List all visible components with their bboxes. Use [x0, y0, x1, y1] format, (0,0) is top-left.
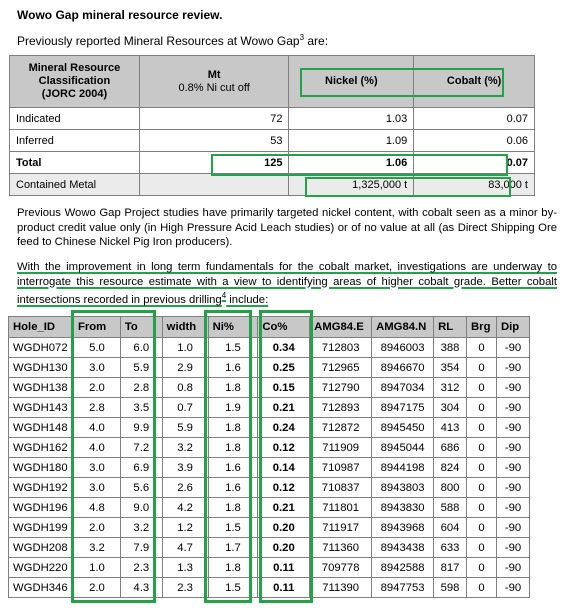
- cell-from: 2.0: [73, 578, 120, 598]
- cell-mt: [139, 174, 289, 196]
- cell-dip: -90: [496, 558, 529, 578]
- drill-header-from: From: [73, 317, 120, 338]
- cell-nickel: 1,325,000 t: [289, 174, 414, 196]
- cell-dip: -90: [496, 378, 529, 398]
- cell-brg: 0: [467, 398, 497, 418]
- cell-co: 0.25: [258, 358, 310, 378]
- cell-hole-id: WGDH180: [9, 458, 74, 478]
- cell-to: 2.8: [120, 378, 162, 398]
- cell-amg84-n: 8943438: [372, 538, 434, 558]
- cell-amg84-e: 711801: [310, 498, 372, 518]
- cell-width: 2.6: [162, 478, 208, 498]
- cell-width: 0.7: [162, 398, 208, 418]
- cell-hole-id: WGDH130: [9, 358, 74, 378]
- cell-rl: 604: [434, 518, 467, 538]
- cell-brg: 0: [467, 578, 497, 598]
- cell-hole-id: WGDH148: [9, 418, 74, 438]
- paragraph-cobalt-investigation: With the improvement in long term fundamentals for the cobalt market, investigations are underway to interrogate this resource estimate with a view to identifying areas of higher cobalt grade. Better cobalt intersections recorded in previous drilling$^4$ include:: [17, 261, 557, 306]
- cell-co: 0.12: [258, 438, 310, 458]
- cell-hole-id: WGDH199: [9, 518, 74, 538]
- cell-width: 5.9: [162, 418, 208, 438]
- cell-hole-id: WGDH196: [9, 498, 74, 518]
- cell-ni: 1.5: [208, 578, 258, 598]
- cell-amg84-e: 711390: [310, 578, 372, 598]
- cell-to: 2.3: [120, 558, 162, 578]
- cell-ni: 1.6: [208, 478, 258, 498]
- cell-dip: -90: [496, 518, 529, 538]
- document-title: Wowo Gap mineral resource review.: [17, 8, 223, 22]
- cell-nickel: 1.09: [289, 130, 414, 152]
- row-label: Contained Metal: [10, 174, 140, 196]
- cell-rl: 304: [434, 398, 467, 418]
- cell-amg84-n: 8947175: [372, 398, 434, 418]
- row-label: Inferred: [10, 130, 140, 152]
- drill-header-to: To: [120, 317, 162, 338]
- cell-mt: 53: [139, 130, 289, 152]
- cell-amg84-e: 711917: [310, 518, 372, 538]
- cell-from: 4.8: [73, 498, 120, 518]
- cell-dip: -90: [496, 418, 529, 438]
- cell-ni: 1.7: [208, 538, 258, 558]
- cell-ni: 1.8: [208, 418, 258, 438]
- cell-co: 0.34: [258, 338, 310, 358]
- cell-rl: 817: [434, 558, 467, 578]
- cell-width: 4.7: [162, 538, 208, 558]
- cell-from: 3.0: [73, 458, 120, 478]
- cell-cobalt: 0.06: [414, 130, 535, 152]
- cell-brg: 0: [467, 378, 497, 398]
- cell-dip: -90: [496, 538, 529, 558]
- cell-amg84-e: 709778: [310, 558, 372, 578]
- cell-brg: 0: [467, 338, 497, 358]
- cell-hole-id: WGDH346: [9, 578, 74, 598]
- cell-from: 5.0: [73, 338, 120, 358]
- cell-amg84-n: 8942588: [372, 558, 434, 578]
- cell-from: 2.0: [73, 378, 120, 398]
- cell-dip: -90: [496, 358, 529, 378]
- highlight-box-total-row: [211, 154, 508, 176]
- cell-width: 2.3: [162, 578, 208, 598]
- cell-dip: -90: [496, 398, 529, 418]
- cell-amg84-n: 8943803: [372, 478, 434, 498]
- cell-cobalt: 83,000 t: [414, 174, 535, 196]
- cell-ni: 1.6: [208, 358, 258, 378]
- cell-amg84-n: 8945450: [372, 418, 434, 438]
- cell-amg84-e: 711909: [310, 438, 372, 458]
- cell-brg: 0: [467, 438, 497, 458]
- cell-rl: 598: [434, 578, 467, 598]
- cell-dip: -90: [496, 438, 529, 458]
- drill-header-rl: RL: [434, 317, 467, 338]
- cell-nickel: 1.06: [289, 152, 414, 174]
- cell-width: 1.2: [162, 518, 208, 538]
- cell-dip: -90: [496, 458, 529, 478]
- cell-amg84-n: 8946670: [372, 358, 434, 378]
- cell-amg84-n: 8947753: [372, 578, 434, 598]
- row-label: Indicated: [10, 108, 140, 130]
- cell-brg: 0: [467, 478, 497, 498]
- cell-width: 2.9: [162, 358, 208, 378]
- drill-header-width: width: [162, 317, 208, 338]
- cell-co: 0.11: [258, 558, 310, 578]
- cell-from: 2.8: [73, 398, 120, 418]
- cell-hole-id: WGDH192: [9, 478, 74, 498]
- cell-amg84-e: 712893: [310, 398, 372, 418]
- cell-to: 4.3: [120, 578, 162, 598]
- cell-rl: 388: [434, 338, 467, 358]
- cell-amg84-n: 8943830: [372, 498, 434, 518]
- cell-ni: 1.5: [208, 338, 258, 358]
- cell-rl: 633: [434, 538, 467, 558]
- cell-co: 0.20: [258, 518, 310, 538]
- cell-to: 3.2: [120, 518, 162, 538]
- row-label: Total: [10, 152, 140, 174]
- cell-from: 4.0: [73, 438, 120, 458]
- cell-width: 4.2: [162, 498, 208, 518]
- cell-to: 5.9: [120, 358, 162, 378]
- cell-dip: -90: [496, 338, 529, 358]
- cell-to: 9.9: [120, 418, 162, 438]
- cell-from: 4.0: [73, 418, 120, 438]
- cell-cobalt: 0.07: [414, 108, 535, 130]
- cell-width: 3.2: [162, 438, 208, 458]
- cell-brg: 0: [467, 458, 497, 478]
- cell-rl: 312: [434, 378, 467, 398]
- cell-width: 1.3: [162, 558, 208, 578]
- cell-ni: 1.8: [208, 378, 258, 398]
- cell-rl: 800: [434, 478, 467, 498]
- table-row: [10, 130, 535, 152]
- cell-hole-id: WGDH138: [9, 378, 74, 398]
- drill-header-co: Co%: [258, 317, 310, 338]
- highlight-box-co: [259, 310, 313, 603]
- cell-width: 1.0: [162, 338, 208, 358]
- cell-co: 0.20: [258, 538, 310, 558]
- cell-rl: 413: [434, 418, 467, 438]
- cell-brg: 0: [467, 558, 497, 578]
- cell-amg84-n: 8946003: [372, 338, 434, 358]
- cell-ni: 1.8: [208, 558, 258, 578]
- header-nickel: Nickel (%): [289, 56, 414, 108]
- cell-co: 0.21: [258, 498, 310, 518]
- cell-ni: 1.6: [208, 458, 258, 478]
- cell-ni: 1.8: [208, 498, 258, 518]
- drill-header-amg84-e: AMG84.E: [310, 317, 372, 338]
- cell-brg: 0: [467, 538, 497, 558]
- highlight-box-nickel-cobalt-header: [300, 68, 504, 97]
- drill-header-dip: Dip: [496, 317, 529, 338]
- cell-amg84-e: 712965: [310, 358, 372, 378]
- cell-to: 3.5: [120, 398, 162, 418]
- cell-ni: 1.8: [208, 438, 258, 458]
- cell-from: 3.2: [73, 538, 120, 558]
- drill-header-hole-id: Hole_ID: [9, 317, 74, 338]
- cell-co: 0.12: [258, 478, 310, 498]
- cell-amg84-e: 712872: [310, 418, 372, 438]
- cell-amg84-n: 8944198: [372, 458, 434, 478]
- cell-co: 0.21: [258, 398, 310, 418]
- cell-rl: 824: [434, 458, 467, 478]
- cell-brg: 0: [467, 418, 497, 438]
- cell-brg: 0: [467, 518, 497, 538]
- cell-width: 3.9: [162, 458, 208, 478]
- cell-amg84-n: 8945044: [372, 438, 434, 458]
- cell-co: 0.24: [258, 418, 310, 438]
- cell-from: 3.0: [73, 358, 120, 378]
- cell-to: 6.9: [120, 458, 162, 478]
- cell-dip: -90: [496, 498, 529, 518]
- cell-rl: 588: [434, 498, 467, 518]
- drill-header-amg84-n: AMG84.N: [372, 317, 434, 338]
- cell-to: 5.6: [120, 478, 162, 498]
- cell-ni: 1.9: [208, 398, 258, 418]
- cell-amg84-e: 711360: [310, 538, 372, 558]
- drill-header-ni: Ni%: [208, 317, 258, 338]
- cell-to: 6.0: [120, 338, 162, 358]
- cell-mt: 125: [139, 152, 289, 174]
- cell-to: 9.0: [120, 498, 162, 518]
- cell-ni: 1.5: [208, 518, 258, 538]
- cell-hole-id: WGDH072: [9, 338, 74, 358]
- cell-amg84-e: 712803: [310, 338, 372, 358]
- header-classification: Mineral Resource Classification (JORC 2004): [10, 56, 140, 108]
- header-cobalt: Cobalt (%): [414, 56, 535, 108]
- cell-hole-id: WGDH208: [9, 538, 74, 558]
- intro-text: Previously reported Mineral Resources at Wowo Gap$^3$ are:: [17, 33, 329, 48]
- cell-brg: 0: [467, 358, 497, 378]
- cell-nickel: 1.03: [289, 108, 414, 130]
- cell-rl: 354: [434, 358, 467, 378]
- cell-cobalt: 0.07: [414, 152, 535, 174]
- header-mt: Mt 0.8% Ni cut off: [139, 56, 289, 108]
- cell-hole-id: WGDH143: [9, 398, 74, 418]
- cell-hole-id: WGDH220: [9, 558, 74, 578]
- highlight-box-contained-metal: [305, 177, 511, 197]
- cell-amg84-n: 8947034: [372, 378, 434, 398]
- cell-co: 0.15: [258, 378, 310, 398]
- cell-width: 0.8: [162, 378, 208, 398]
- cell-from: 2.0: [73, 518, 120, 538]
- cell-amg84-n: 8943968: [372, 518, 434, 538]
- cell-dip: -90: [496, 478, 529, 498]
- highlight-box-ni: [204, 310, 252, 603]
- drill-header-brg: Brg: [467, 317, 497, 338]
- cell-dip: -90: [496, 578, 529, 598]
- cell-brg: 0: [467, 498, 497, 518]
- cell-amg84-e: 710987: [310, 458, 372, 478]
- cell-to: 7.9: [120, 538, 162, 558]
- paragraph-previous-studies: Previous Wowo Gap Project studies have primarily targeted nickel content, with cobalt seen as a minor by-product credit value only (in High Pressure Acid Leach studies) or of no value at all (as Direct Shipping Ore feed to Chinese Nickel Pig Iron producers).: [17, 207, 557, 249]
- cell-amg84-e: 710837: [310, 478, 372, 498]
- cell-to: 7.2: [120, 438, 162, 458]
- cell-co: 0.11: [258, 578, 310, 598]
- cell-amg84-e: 712790: [310, 378, 372, 398]
- table-row: [10, 108, 535, 130]
- cell-mt: 72: [139, 108, 289, 130]
- cell-co: 0.14: [258, 458, 310, 478]
- cell-from: 1.0: [73, 558, 120, 578]
- cell-from: 3.0: [73, 478, 120, 498]
- cell-hole-id: WGDH162: [9, 438, 74, 458]
- highlight-box-from-to: [71, 310, 156, 603]
- cell-rl: 686: [434, 438, 467, 458]
